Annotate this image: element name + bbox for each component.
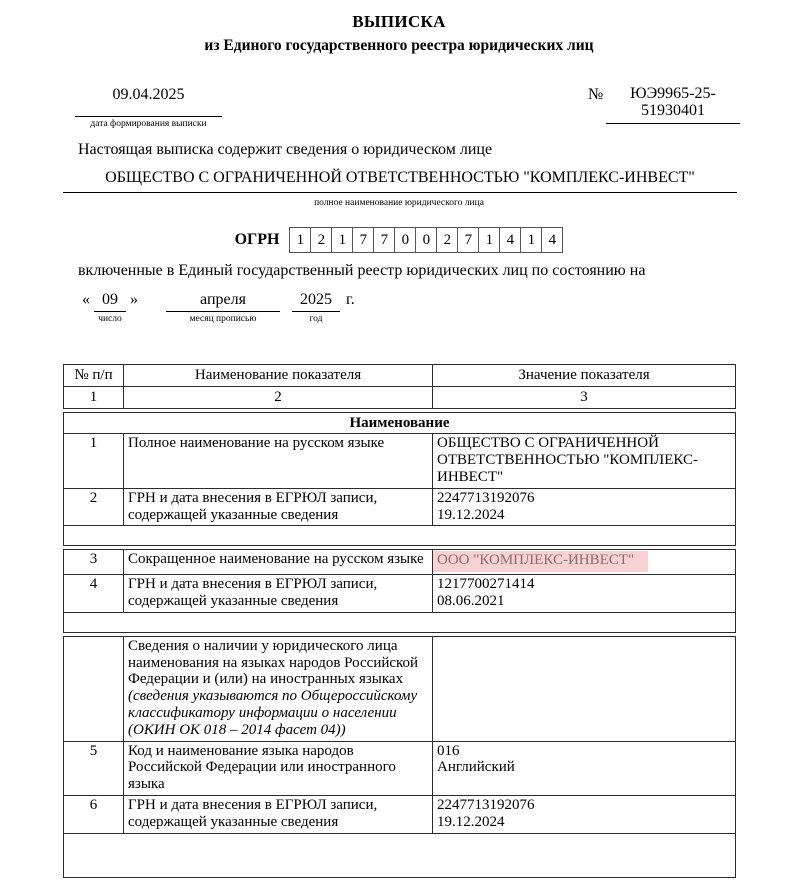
year-suffix: г.: [346, 291, 355, 308]
extract-date-block: [75, 86, 222, 130]
ogrn-digit: 7: [373, 227, 395, 253]
column-number-row: [64, 386, 736, 408]
row-name: ГРН и дата внесения в ЕГРЮЛ записи, содержащей указанные сведения: [124, 575, 433, 613]
row-name: [124, 636, 433, 741]
row-name: Полное наименование на русском языке: [124, 434, 433, 488]
section-title-row: [64, 412, 736, 434]
year-blank: [292, 291, 340, 325]
extract-number-block: [606, 85, 740, 124]
value-line: Английский: [437, 759, 515, 776]
value-line: ОБЩЕСТВО С ОГРАНИЧЕННОЙ ОТВЕТСТВЕННОСТЬЮ "КОМПЛЕКС-ИНВЕСТ": [437, 435, 699, 485]
ogrn-digit: 7: [352, 227, 374, 253]
row-value: [433, 795, 736, 833]
month-caption: месяц прописью: [189, 314, 257, 324]
table-row: [64, 488, 736, 526]
column-header-num: № п/п: [64, 365, 124, 387]
year-value: 2025: [292, 291, 340, 312]
table-header: [63, 364, 736, 409]
value-line: 08.06.2021: [437, 592, 505, 609]
row-value: [433, 741, 736, 795]
number-sign: №: [588, 86, 604, 103]
row-name: ГРН и дата внесения в ЕГРЮЛ записи, содержащей указанные сведения: [124, 795, 433, 833]
value-line: 2247713192076: [437, 489, 535, 506]
column-number-3: 3: [433, 386, 736, 408]
as-of-date-row: [78, 291, 355, 325]
ogrn-digit: 1: [331, 227, 353, 253]
row-name-note: (сведения указываются по Общероссийскому классификатору информации о населении (ОКИН ОК 018 – 2014 фасет 04)): [128, 688, 418, 738]
ogrn-row: [0, 227, 798, 253]
ogrn-digit: 4: [499, 227, 521, 253]
year-caption: год: [309, 314, 323, 324]
document-subtitle: из Единого государственного реестра юридических лиц: [204, 37, 594, 54]
month-blank: [166, 291, 280, 325]
ogrn-digit: 1: [478, 227, 500, 253]
quote-close: »: [130, 291, 138, 308]
row-num: 2: [64, 488, 124, 526]
ogrn-digit: 2: [436, 227, 458, 253]
spacer-row: [64, 833, 736, 877]
table-row: [64, 575, 736, 613]
row-num: 3: [64, 550, 124, 575]
value-line: 2247713192076: [437, 796, 535, 813]
row-value: [433, 434, 736, 488]
company-full-name: ОБЩЕСТВО С ОГРАНИЧЕННОЙ ОТВЕТСТВЕННОСТЬЮ "КОМПЛЕКС-ИНВЕСТ": [105, 169, 695, 186]
ogrn-digit: 0: [394, 227, 416, 253]
ogrn-digit: 2: [310, 227, 332, 253]
indicator-table: [63, 364, 736, 878]
ogrn-digit: 1: [520, 227, 542, 253]
section-name-table: [63, 412, 736, 547]
day-value: 09: [94, 291, 126, 312]
language-table: [63, 636, 736, 878]
highlighted-value: ООО "КОМПЛЕКС-ИНВЕСТ": [433, 551, 648, 572]
month-value: апреля: [166, 291, 280, 312]
column-header-name: Наименование показателя: [124, 365, 433, 387]
column-number-1: 1: [64, 386, 124, 408]
short-name-table: [63, 549, 736, 632]
value-line: 19.12.2024: [437, 506, 505, 523]
row-value: [433, 488, 736, 526]
company-name-caption: полное наименование юридического лица: [314, 198, 484, 208]
ogrn-label: ОГРН: [234, 231, 280, 248]
column-number-2: 2: [124, 386, 433, 408]
row-value: [433, 636, 736, 741]
extract-date-caption: дата формирования выписки: [90, 119, 207, 129]
row-num: 1: [64, 434, 124, 488]
intro-line: Настоящая выписка содержит сведения о юридическом лице: [78, 141, 493, 158]
row-value: [433, 550, 736, 575]
row-name-text: Сведения о наличии у юридического лица наименования на языках народов Российской Федерации и (или) на иностранных языках: [128, 637, 419, 688]
day-caption: число: [98, 314, 122, 324]
column-header-value: Значение показателя: [433, 365, 736, 387]
row-value: [433, 575, 736, 613]
ogrn-digit: 1: [289, 227, 311, 253]
section-title: Наименование: [64, 412, 736, 434]
value-line: 1217700271414: [437, 576, 535, 593]
table-row: [64, 550, 736, 575]
ogrn-digit: 0: [415, 227, 437, 253]
included-line: включенные в Единый государственный реестр юридических лиц по состоянию на: [78, 262, 646, 279]
company-name-block: [63, 169, 737, 193]
value-line: 016: [437, 742, 460, 759]
row-name: Код и наименование языка народов Российской Федерации или иностранного языка: [124, 741, 433, 795]
extract-number: ЮЭ9965-25-51930401: [606, 85, 740, 124]
row-num: 5: [64, 741, 124, 795]
ogrn-digit: 7: [457, 227, 479, 253]
value-line: 19.12.2024: [437, 813, 505, 830]
table-row: [64, 741, 736, 795]
ogrn-digit-boxes: [289, 227, 563, 253]
document-title: ВЫПИСКА: [352, 12, 446, 31]
table-row: [64, 636, 736, 741]
day-blank: [94, 291, 126, 325]
row-name: Сокращенное наименование на русском языке: [124, 550, 433, 575]
table-row: [64, 795, 736, 833]
extract-date: 09.04.2025: [75, 86, 222, 117]
row-name: ГРН и дата внесения в ЕГРЮЛ записи, содержащей указанные сведения: [124, 488, 433, 526]
table-header-row: [64, 365, 736, 387]
quote-open: «: [82, 291, 90, 308]
spacer-row: [64, 526, 736, 546]
row-num: [64, 636, 124, 741]
row-num: 4: [64, 575, 124, 613]
ogrn-digit: 4: [541, 227, 563, 253]
spacer-row: [64, 612, 736, 632]
table-row: [64, 434, 736, 488]
row-num: 6: [64, 795, 124, 833]
